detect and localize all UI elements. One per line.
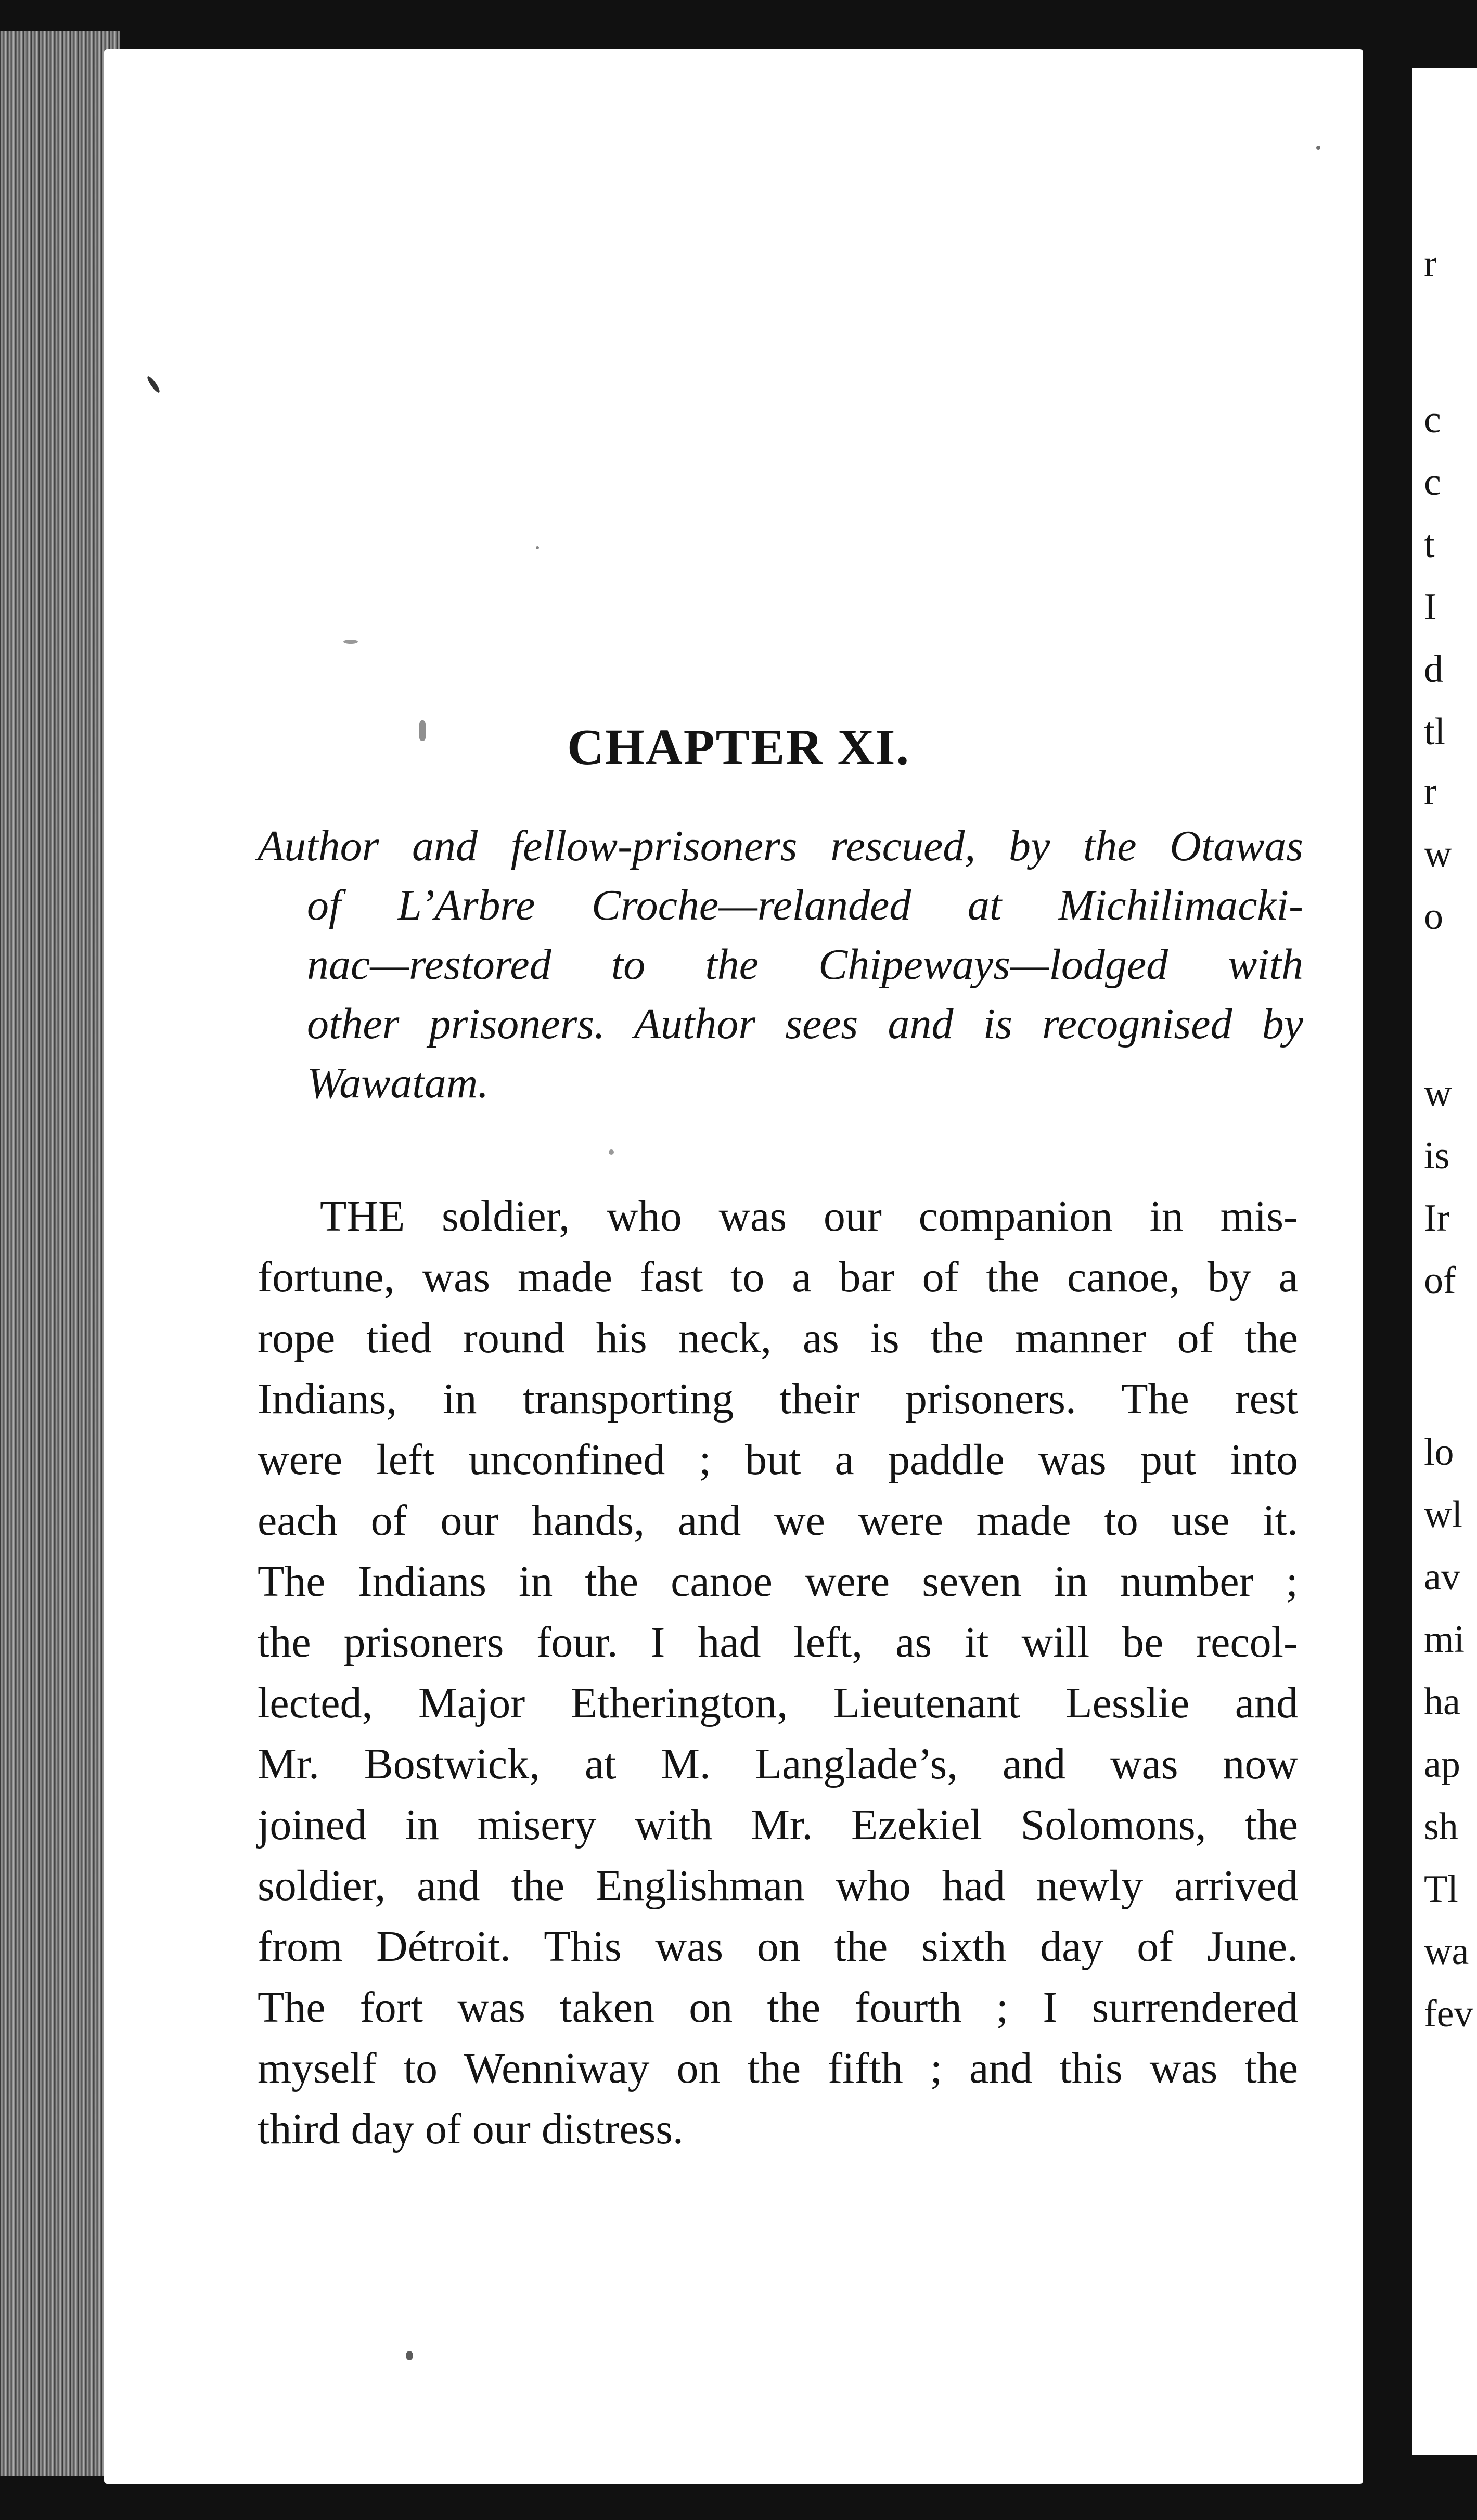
page-mark: [609, 1149, 614, 1155]
adjacent-page-fragment: r: [1424, 770, 1437, 813]
summary-line: other prisoners. Author sees and is recognised by: [307, 1000, 1303, 1048]
body-line: rope tied round his neck, as is the manner of the: [258, 1314, 1298, 1362]
body-line: from Détroit. This was on the sixth day of June.: [258, 1922, 1298, 1971]
adjacent-page-fragment: ha: [1424, 1681, 1460, 1723]
book-gutter: [0, 31, 120, 2476]
adjacent-page-fragment: t: [1424, 523, 1435, 566]
chapter-title: CHAPTER XI.: [567, 719, 910, 776]
page-mark: [536, 546, 539, 549]
adjacent-page-fragment: Tl: [1424, 1868, 1458, 1910]
body-line: Indians, in transporting their prisoners. The rest: [258, 1375, 1298, 1423]
adjacent-page-fragment: tl: [1424, 710, 1446, 753]
adjacent-page-fragment: w: [1424, 1072, 1452, 1115]
adjacent-page-fragment: ap: [1424, 1743, 1460, 1786]
body-line: fortune, was made fast to a bar of the canoe, by a: [258, 1253, 1298, 1301]
summary-line: nac—restored to the Chipeways—lodged with: [307, 940, 1303, 989]
body-line: joined in misery with Mr. Ezekiel Solomons, the: [258, 1801, 1298, 1849]
body-line: myself to Wenniway on the fifth ; and this was the: [258, 2044, 1298, 2092]
adjacent-page: [1412, 68, 1477, 2455]
adjacent-page-fragment: c: [1424, 398, 1441, 441]
body-line: Mr. Bostwick, at M. Langlade’s, and was now: [258, 1740, 1298, 1788]
adjacent-page-fragment: wl: [1424, 1493, 1462, 1536]
adjacent-page-fragment: r: [1424, 242, 1437, 285]
adjacent-page-fragment: of: [1424, 1259, 1456, 1302]
body-line: The fort was taken on the fourth ; I surrendered: [258, 1983, 1298, 2032]
adjacent-page-fragment: d: [1424, 648, 1443, 691]
adjacent-page-fragment: o: [1424, 895, 1443, 938]
page-mark: [406, 2351, 413, 2360]
adjacent-page-fragment: lo: [1424, 1431, 1454, 1474]
body-line: THE soldier, who was our companion in mis-: [320, 1192, 1298, 1240]
adjacent-page-fragment: c: [1424, 461, 1441, 503]
adjacent-page-fragment: I: [1424, 586, 1437, 628]
summary-line: Author and fellow-prisoners rescued, by the Otawas: [258, 822, 1303, 870]
summary-line: of L’Arbre Croche—relanded at Michilimacki-: [307, 881, 1303, 929]
body-line: the prisoners four. I had left, as it will be recol-: [258, 1618, 1298, 1666]
adjacent-page-fragment: sh: [1424, 1805, 1458, 1848]
adjacent-page-fragment: fev: [1424, 1993, 1473, 2035]
page-mark: [343, 640, 358, 644]
body-paragraph: [258, 1186, 1298, 2160]
summary-line: Wawatam.: [307, 1059, 489, 1107]
page-mark: [1316, 146, 1320, 150]
adjacent-page-fragment: mi: [1424, 1618, 1465, 1661]
body-line: each of our hands, and we were made to use it.: [258, 1496, 1298, 1545]
body-line: lected, Major Etherington, Lieutenant Lesslie and: [258, 1679, 1298, 1727]
adjacent-page-fragment: Ir: [1424, 1197, 1450, 1239]
body-line: soldier, and the Englishman who had newly arrived: [258, 1862, 1298, 1910]
body-line: third day of our distress.: [258, 2105, 684, 2153]
adjacent-page-fragment: w: [1424, 833, 1452, 875]
adjacent-page-fragment: av: [1424, 1556, 1460, 1598]
body-line: The Indians in the canoe were seven in number ;: [258, 1557, 1298, 1606]
adjacent-page-fragment: is: [1424, 1134, 1450, 1177]
chapter-summary: [258, 817, 1303, 1113]
body-line: were left unconfined ; but a paddle was put into: [258, 1436, 1298, 1484]
adjacent-page-fragment: wa: [1424, 1930, 1469, 1973]
